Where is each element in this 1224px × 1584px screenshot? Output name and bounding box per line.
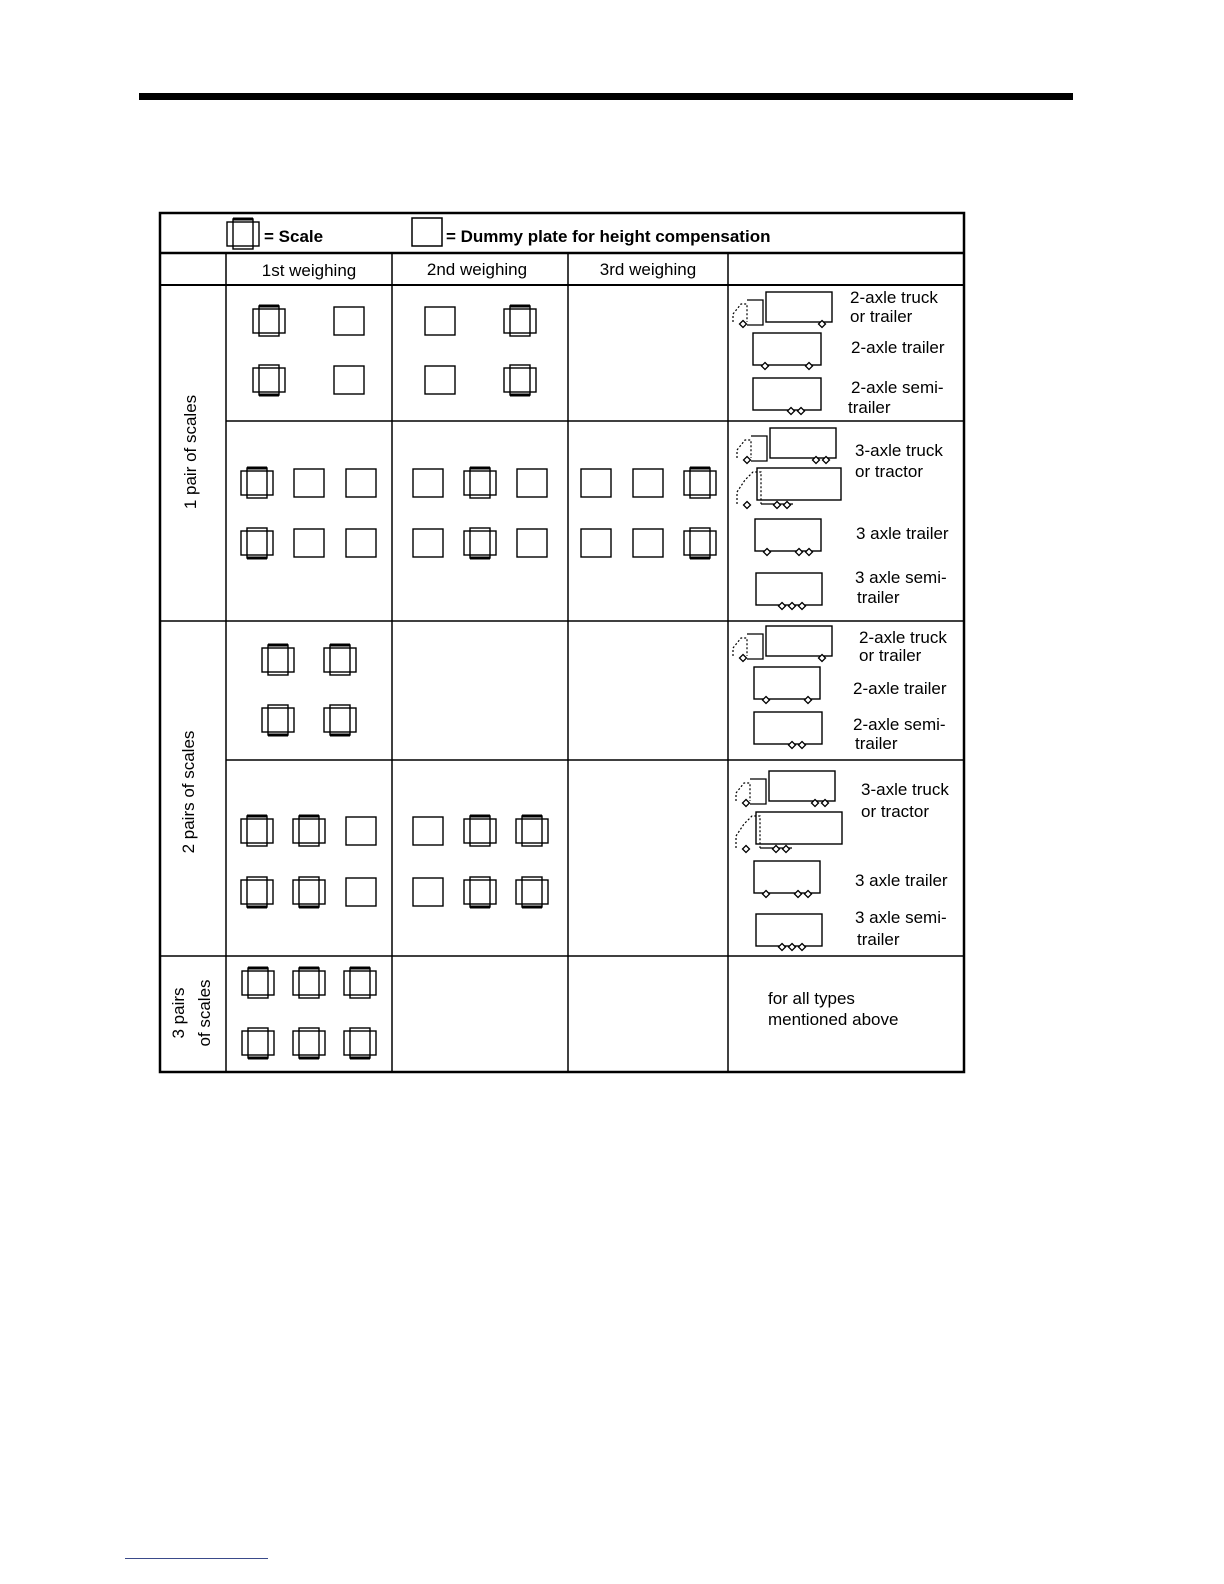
- group-label-3-pairs-line2: of scales: [195, 979, 214, 1047]
- scale-icon: [293, 968, 325, 998]
- dummy-plate-icon: [346, 817, 376, 845]
- vehicle-label: 3-axle truck: [855, 441, 943, 460]
- dummy-plate-icon: [412, 218, 442, 246]
- truck-icon: [736, 771, 835, 807]
- vehicle-label: 2-axle semi-: [853, 715, 946, 734]
- dummy-plate-icon: [346, 469, 376, 497]
- scale-icon: [242, 968, 274, 998]
- scale-icon: [241, 468, 273, 498]
- dummy-plate-icon: [633, 469, 663, 497]
- platform-cell: [253, 306, 364, 395]
- dummy-plate-icon: [294, 529, 324, 557]
- vehicle-label: 2-axle truck: [859, 628, 947, 647]
- scale-icon: [504, 306, 536, 336]
- vehicle-label: 2-axle semi-: [851, 378, 944, 397]
- vehicle-label: for all types: [768, 989, 855, 1008]
- group-label-1-pair: 1 pair of scales: [181, 394, 200, 510]
- vehicle-label: 3 axle trailer: [856, 524, 949, 543]
- scale-icon: [516, 816, 548, 846]
- scale-icon: [344, 1028, 376, 1058]
- vehicle-label: 2-axle trailer: [853, 679, 947, 698]
- dummy-plate-icon: [346, 878, 376, 906]
- scale-icon: [242, 1028, 274, 1058]
- scale-icon: [516, 877, 548, 907]
- scale-icon: [241, 816, 273, 846]
- dummy-plate-icon: [581, 469, 611, 497]
- trailer-icon: [754, 667, 820, 704]
- vehicle-label: 2-axle truck: [850, 288, 938, 307]
- vehicle-labels: [768, 288, 949, 1029]
- tractor-icon: [736, 812, 842, 853]
- trailer-icon: [755, 519, 821, 556]
- platform-cell: [413, 816, 548, 907]
- scale-icon: [241, 528, 273, 558]
- vehicle-label: 3 axle semi-: [855, 908, 947, 927]
- scale-icon: [324, 705, 356, 735]
- column-headers: [262, 260, 696, 280]
- dummy-plate-icon: [425, 366, 455, 394]
- vehicle-label: trailer: [855, 734, 898, 753]
- truck-icon: [733, 292, 832, 328]
- truck-icon: [737, 428, 836, 464]
- platform-cell: [262, 645, 356, 735]
- trailer-icon: [754, 861, 820, 898]
- column-header-2nd: 2nd weighing: [426, 260, 528, 279]
- vehicle-label: or tractor: [855, 462, 924, 481]
- vehicle-label: or trailer: [859, 646, 922, 665]
- scale-icon: [464, 816, 496, 846]
- column-header-3rd: 3rd weighing: [599, 260, 697, 279]
- vehicle-label: 3 axle semi-: [855, 568, 947, 587]
- dummy-plate-icon: [581, 529, 611, 557]
- tractor-icon: [737, 468, 841, 509]
- scale-icon: [464, 877, 496, 907]
- scale-icon: [253, 365, 285, 395]
- scale-icon: [324, 645, 356, 675]
- dummy-plate-icon: [413, 529, 443, 557]
- group-label-3-pairs-line1: 3 pairs: [169, 987, 188, 1039]
- scale-icon: [684, 528, 716, 558]
- scale-icon: [464, 468, 496, 498]
- column-header-1st: 1st weighing: [261, 261, 357, 280]
- platform-cell: [425, 306, 536, 395]
- vehicle-label: trailer: [857, 588, 900, 607]
- semi-trailer-icon: [756, 573, 822, 610]
- scale-icon: [684, 468, 716, 498]
- legend-scale-label: = Scale: [264, 227, 324, 246]
- scale-icon: [253, 306, 285, 336]
- vehicle-label: mentioned above: [768, 1010, 899, 1029]
- scale-icon: [504, 365, 536, 395]
- dummy-plate-icon: [517, 529, 547, 557]
- dummy-plate-icon: [425, 307, 455, 335]
- legend-dummy-label: = Dummy plate for height compensation: [446, 227, 771, 246]
- scale-icon: [262, 705, 294, 735]
- vehicle-label: trailer: [857, 930, 900, 949]
- scale-icon: [293, 877, 325, 907]
- semi-trailer-icon: [756, 914, 822, 951]
- dummy-plate-icon: [413, 817, 443, 845]
- platform-cell: [241, 468, 376, 558]
- vehicle-label: 3-axle truck: [861, 780, 949, 799]
- platform-cell: [581, 468, 716, 558]
- scale-icon: [241, 877, 273, 907]
- dummy-plate-icon: [334, 307, 364, 335]
- dummy-plate-icon: [334, 366, 364, 394]
- vehicle-label: 2-axle trailer: [851, 338, 945, 357]
- dummy-plate-icon: [294, 469, 324, 497]
- dummy-plate-icon: [413, 878, 443, 906]
- dummy-plate-icon: [413, 469, 443, 497]
- platform-cell: [242, 968, 376, 1058]
- dummy-plate-icon: [346, 529, 376, 557]
- vehicle-label: or tractor: [861, 802, 930, 821]
- scale-icon: [293, 1028, 325, 1058]
- platform-cell: [413, 468, 547, 558]
- vehicle-label: trailer: [848, 398, 891, 417]
- truck-icon: [733, 626, 832, 662]
- table-grid: [160, 213, 964, 1072]
- platform-layouts: [241, 306, 716, 1058]
- scale-icon: [227, 219, 259, 249]
- semi-trailer-icon: [754, 712, 822, 749]
- dummy-plate-icon: [517, 469, 547, 497]
- trailer-icon: [753, 333, 821, 370]
- scale-icon: [293, 816, 325, 846]
- platform-cell: [241, 816, 376, 907]
- semi-trailer-icon: [753, 378, 821, 415]
- legend: [227, 218, 770, 249]
- vehicle-label: 3 axle trailer: [855, 871, 948, 890]
- group-label-2-pairs: 2 pairs of scales: [179, 730, 198, 854]
- scale-icon: [262, 645, 294, 675]
- scale-icon: [464, 528, 496, 558]
- dummy-plate-icon: [633, 529, 663, 557]
- scale-icon: [344, 968, 376, 998]
- scale-glyph: [227, 219, 259, 249]
- vehicle-label: or trailer: [850, 307, 913, 326]
